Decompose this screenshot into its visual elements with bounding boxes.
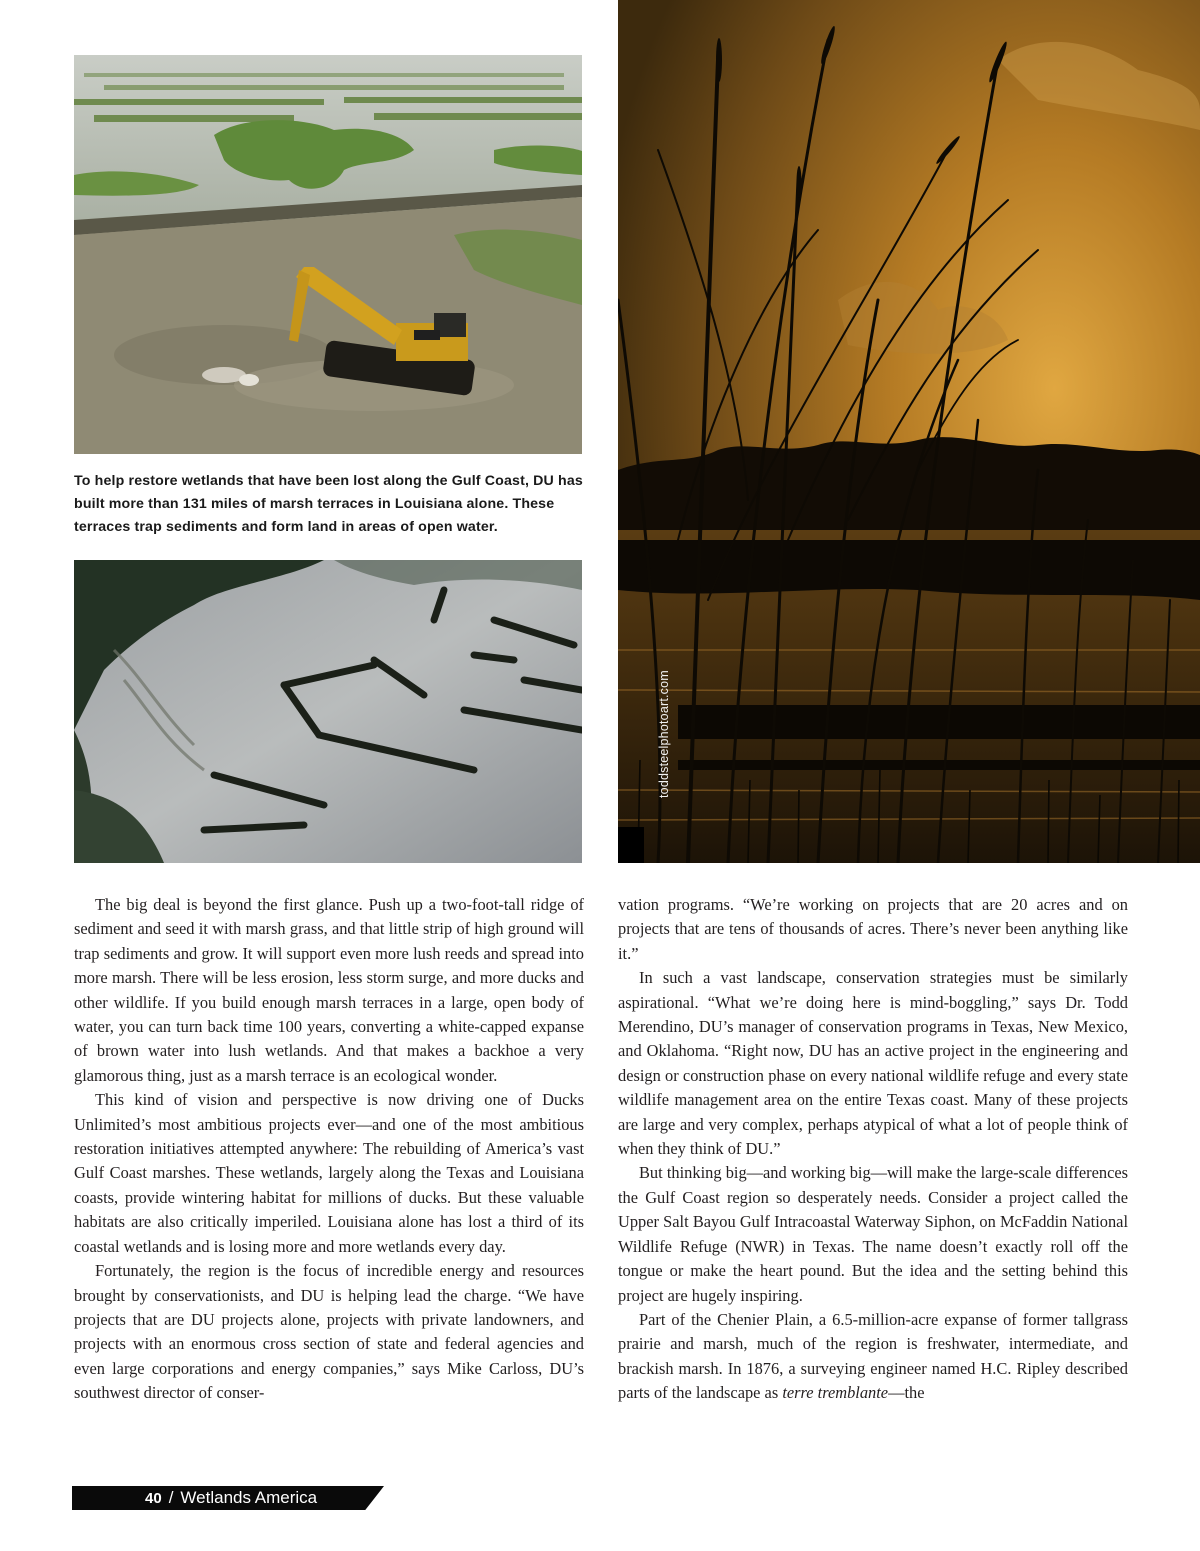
photo-credit: toddsteelphotoart.com [657, 670, 671, 798]
page-number: 40 [145, 1490, 162, 1507]
photo-terraces-open-water-graphic [74, 560, 582, 863]
article-column-left [74, 893, 584, 1406]
article-column-right [618, 893, 1128, 1406]
paragraph: vation programs. “We’re working on projects that are 20 acres and on projects that are tens of thousands of acres. There’s never been anything like it.” [618, 895, 1128, 963]
paragraph [618, 1308, 1128, 1406]
photo-caption: To help restore wetlands that have been lost along the Gulf Coast, DU has built more than 131 miles of marsh terraces in Louisiana alone. These terraces trap sediments and form land in areas of open water. [74, 473, 583, 535]
paragraph: Fortunately, the region is the focus of incredible energy and resources brought by conservationists, and DU is helping lead the charge. “We have projects that are DU projects alone, projects with private landowners, and projects with an enormous cross section of state and federal agencies and even large corporations and energy companies,” says Mike Carloss, DU’s southwest director of conser- [74, 1261, 584, 1403]
photo-marsh-terraces-excavator [74, 55, 582, 454]
folio [145, 1486, 317, 1510]
paragraph-text: Part of the Chenier Plain, a 6.5-million-acre expanse of former tallgrass prairie and marsh, much of the region is freshwater, intermediate, and brackish marsh. In 1876, a surveying engineer named H.C. Ripley described parts of the landscape as [618, 1309, 1128, 1403]
photo-terraces-open-water [74, 560, 582, 863]
italic-term: terre tremblante [782, 1383, 889, 1403]
photo-marsh-terraces-excavator-graphic [74, 55, 582, 454]
folio-separator: / [168, 1488, 174, 1507]
paragraph: This kind of vision and perspective is now driving one of Ducks Unlimited’s most ambitious projects ever—and one of the most ambitious restoration initiatives attempted anywhere: The rebuilding of America’s vast Gulf Coast marshes. These wetlands, largely along the Texas and Louisiana coasts, provide wintering habitat for millions of ducks. But these valuable habitats are also critically imperiled. Louisiana alone has lost a third of its coastal wetlands and is losing more and more wetlands every day. [74, 1090, 584, 1256]
photo-credit-strip [618, 827, 644, 863]
publication-name: Wetlands America [180, 1488, 318, 1507]
photo-sunset-marsh-reeds-graphic [618, 0, 1200, 863]
paragraph: The big deal is beyond the first glance. Push up a two-foot-tall ridge of sediment and seed it with marsh grass, and that little strip of high ground will trap sediments and grow. It will support even more lush reeds and spread into more marsh. There will be less erosion, less storm surge, and more ducks and other wildlife. If you build enough marsh terraces in a large, open body of water, you can turn back time 100 years, converting a white-capped expanse of brown water into lush wetlands. And that makes a backhoe a very glamorous thing, just as a marsh terrace is an ecological wonder. [74, 895, 584, 1085]
paragraph: In such a vast landscape, conservation strategies must be similarly aspirational. “What we’re doing here is mind-boggling,” says Dr. Todd Merendino, DU’s manager of conservation programs in Texas, New Mexico, and Oklahoma. “Right now, DU has an active project in the engineering and design or construction phase on every national wildlife refuge and every state wildlife management area on the entire Texas coast. Many of these projects are large and very complex, perhaps atypical of what a lot of people think of when they think of DU.” [618, 968, 1128, 1159]
paragraph: But thinking big—and working big—will make the large-scale differences the Gulf Coast region so desperately needs. Consider a project called the Upper Salt Bayou Gulf Intracoastal Waterway Siphon, on McFaddin National Wildlife Refuge (NWR) in Texas. The name doesn’t exactly roll off the tongue or make the heart pound. But the idea and the setting behind this project are hugely inspiring. [618, 1163, 1128, 1305]
paragraph-text: —the [888, 1383, 925, 1403]
photo-sunset-marsh-reeds [618, 0, 1200, 863]
